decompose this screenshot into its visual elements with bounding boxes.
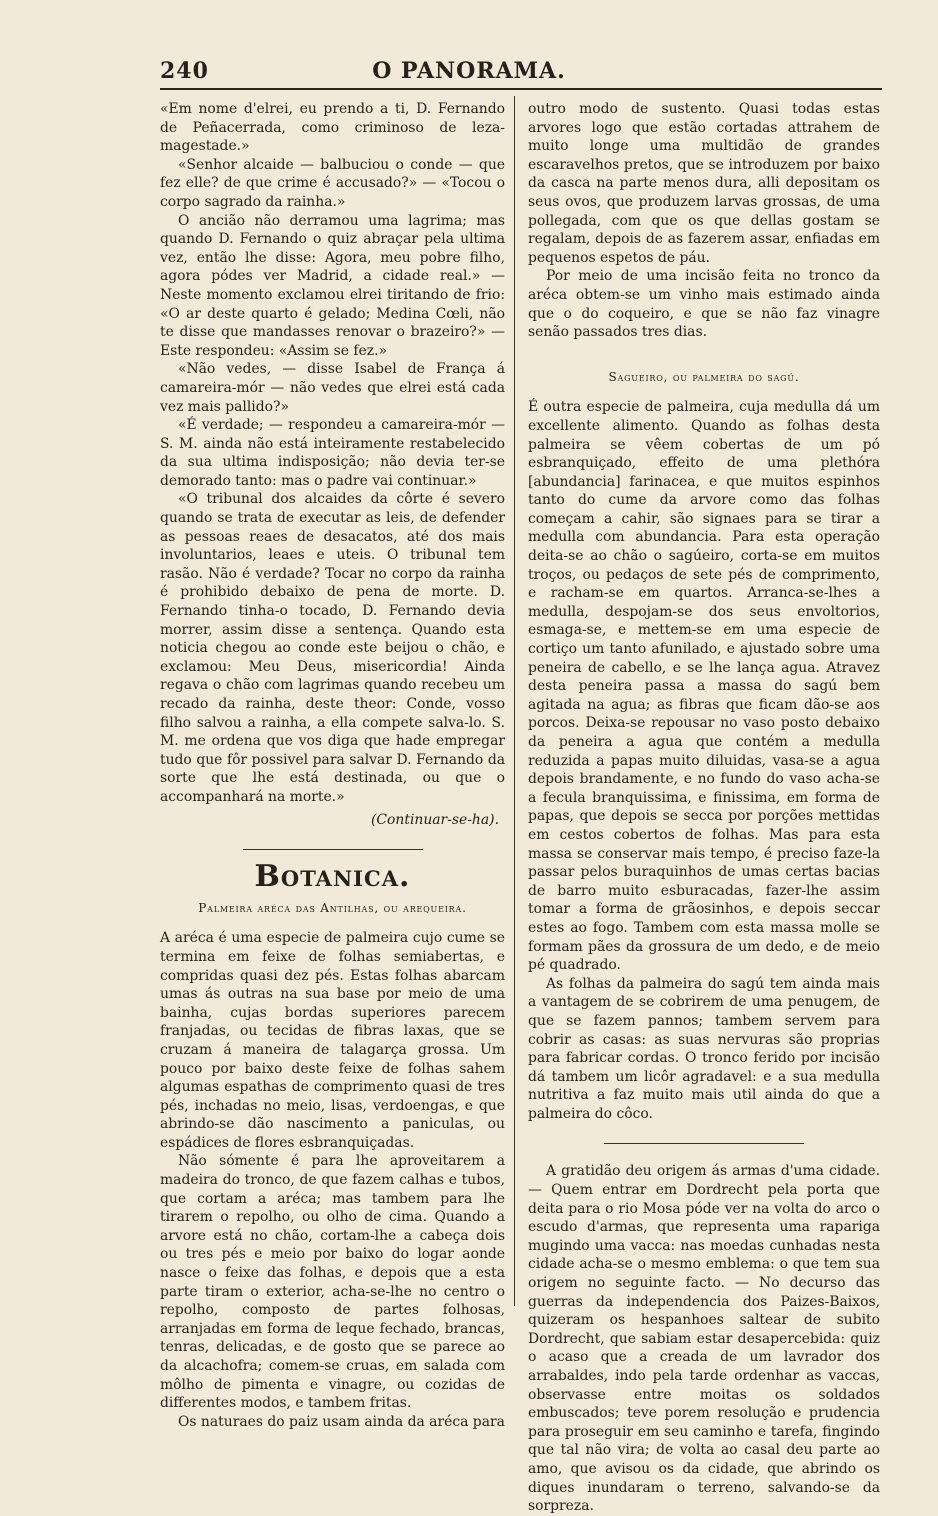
botanica-paragraph: outro modo de sustento. Quasi todas estas arvores logo que estão cortadas attrahem de muito longe uma multidão de grandes escaravelhos pretos, que se introduzem por baixo da casca na parte menos dura, alli depositam os seus ovos, que produzem larvas grossas, de uma pollegada, com que os que dellas gostam se regalam, depois de as fazerem assar, enfiadas em pequenos espetos de páu. [528,101,880,266]
sago-paragraph: É outra especie de palmeira, cuja medulla dá um excellente alimento. Quando as folhas desta palmeira se vêem cobertas de um pó esbranquiçado, effeito de uma plethóra [abundancia] farinacea, e que muitos espinhos tanto do cume da arvore como das folhas começam a cahir, são signaes para se tirar a medulla com abundancia. Para esta operação deita-se ao chão o sagúeiro, corta-se em muitos troços, ou pedaços de sete pés de comprimento, e racham-se em quartos. Arranca-se-lhes a medulla, despojam-se dos seus envoltorios, esmaga-se, e mettem-se em uma especie de cortiço um tanto afunilado, e ajustado sobre uma peneira de cabello, e se lhe lança agua. Atravez desta peneira passa a massa do sagú bem agitada na agua; as fibras que ficam dão-se aos porcos. Deixa-se repousar no vaso posto debaixo da peneira a agua que contém a medulla reduzida a papas muito diluidas, vasa-se a agua depois brandamente, e no fundo do vaso acha-se a fecula branquissima, e finissima, em forma de papas, que depois se secca por porções mettidas em cestos cobertos de folhas. Mas para esta massa se conservar mais tempo, é preciso faze-la passar pelos buraquinhos de umas certas bacias de barro muito esburacadas, fazer-lhe assim tomar a forma de grãosinhos, e depois seccar estes ao fogo. Tambem com esta massa molle se formam pães da grossura de um dedo, e de meio pé quadrado. [528,399,880,974]
story-paragraph: «O tribunal dos alcaides da côrte é severo quando se trata de executar as leis, de defender as pessoas reaes de desacatos, até dos mais involuntarios, leaes e uteis. O tribunal tem rasão. Não é verdade? Tocar no corpo da rainha é prohibido debaixo de pena de morte. D. Fernando tinha-o tocado, D. Fernando devia morrer, assim disse a sentença. Quando esta noticia chegou ao conde este beijou o chão, e exclamou: Meu Deus, misericordia! Ainda regava o chão com lagrimas quando recebeu um recado da rainha, deste theor: Conde, vosso filho salvou a rainha, a ella compete salva-lo. S. M. me ordena que vos diga que hade empregar tudo que fôr possivel para salvar D. Fernando da sorte que lhe está destinada, ou que o accompanhará na morte.» [160,491,505,805]
gratidao-paragraph: A gratidão deu origem ás armas d'uma cidade. — Quem entrar em Dordrecht pela porta que deita para o rio Mosa póde ver na volta do arco o escudo d'armas, que representa uma rapariga mugindo uma vacca: nas moedas cunhadas nesta cidade acha-se o mesmo emblema: o que tem sua origem no seguinte facto. — No decurso das guerras da independencia dos Paizes-Baixos, quizeram os hespanhoes saltear de subito Dordrecht, que sabiam estar desapercebida: quiz o acaso que a creada de um lavrador dos arrabaldes, indo pela tarde ordenhar as vaccas, observasse entre moitas os soldados embuscados; teve porem resolução e prudencia para proseguir em seu caminho e tarefa, fingindo que tal não vira; de volta ao casal deu parte ao amo, que avisou os da cidade, que abrindo os diques inundaram o terreno, salvando-se da sorpreza. [528,1163,880,1515]
page-number: 240 [160,58,209,84]
column-divider [514,96,515,1306]
section-divider [243,849,423,850]
left-column [160,100,505,1431]
header-rule [160,88,882,90]
sago-paragraph: As folhas da palmeira do sagú tem ainda mais a vantagem de se cobrirem de uma penugem, de que se fazem pannos; tambem servem para cobrir as casas: as suas nervuras são proprias para fabricar cordas. O tronco ferido por incisão dá tambem um licôr agradavel: e a sua medulla nutritiva a faz muito mais util ainda do que a palmeira do côco. [528,975,880,1122]
section-divider [604,1143,804,1144]
continuation-note: (Continuar-se-ha). [371,811,499,828]
botanica-paragraph: Os naturaes do paiz usam ainda da aréca para [178,1413,505,1430]
story-paragraph: O ancião não derramou uma lagrima; mas quando D. Fernando o quiz abraçar pela ultima vez, então lhe disse: Agora, meu pobre filho, agora pódes ver Madrid, a cidade real.» — Neste momento exclamou elrei tiritando de frio: «O ar deste quarto é gelado; Medina Cœli, não te disse que mandasses renovar o brazeiro?» — Este respondeu: «Assim se fez.» [160,212,505,359]
running-title: O PANORAMA. [372,58,566,84]
botanica-paragraph: Não sómente é para lhe aproveitarem a madeira do tronco, de que fazem calhas e tubos, que cortam a aréca; mas tambem para lhe tirarem o repolho, ou olho de cima. Quando a arvore está no chão, cortam-lhe a cabeça dois ou tres pés e meio por baixo do logar aonde nasce o feixe das folhas, e depois que a esta parte tiram o exterior, acha-se-lhe no centro o repolho, composto de partes folhosas, arranjadas em forma de leque fechado, brancas, tenras, delicadas, e de gosto que se parece ao da alcachofra; comem-se cruas, em salada com môlho de pimenta e vinagre, ou cozidas de differentes modos, e tambem fritas. [160,1153,505,1412]
story-paragraph: «Senhor alcaide — balbuciou o conde — que fez elle? de que crime é accusado?» — «Tocou o corpo sagrado da rainha.» [160,156,505,210]
page-header [0,52,938,86]
section-title: Botanica. [254,859,411,895]
botanica-paragraph: A aréca é uma especie de palmeira cujo cume se termina em feixe de folhas semiabertas, e compridas quasi dez pés. Estas folhas abarcam umas ás outras na sua base por meio de uma bainha, cujas bordas superiores parecem franjadas, ou tecidas de fibras laxas, que se cruzam á maneira de talagarça grossa. Um pouco por baixo deste feixe de folhas sahem algumas espathas de comprimento quasi de tres pés, inchadas no meio, lisas, verdoengas, e que abrindo-se dão nascimento a paniculas, ou espádices de flores esbranquiçadas. [160,930,505,1151]
right-column [528,100,880,1516]
story-paragraph: «Em nome d'elrei, eu prendo a ti, D. Fernando de Peñacerrada, como criminoso de leza-magestade.» [160,101,505,155]
story-paragraph: «Não vedes, — disse Isabel de França á camareira-mór — não vedes que elrei está cada vez mais pallido?» [160,361,505,415]
botanica-paragraph: Por meio de uma incisão feita no tronco da aréca obtem-se um vinho mais estimado ainda que o do coqueiro, e que se não faz vinagre senão passados tres dias. [528,268,880,341]
story-paragraph: «É verdade; — respondeu a camareira-mór — S. M. ainda não está inteiramente restabelecido da sua ultima indisposição; não devia ter-se demorado tanto: mas o padre vai continuar.» [160,417,505,489]
article-subhead: Sagueiro, ou palmeira do sagú. [608,369,800,384]
article-subhead: Palmeira aréca das Antilhas, ou arequeira. [198,900,467,915]
